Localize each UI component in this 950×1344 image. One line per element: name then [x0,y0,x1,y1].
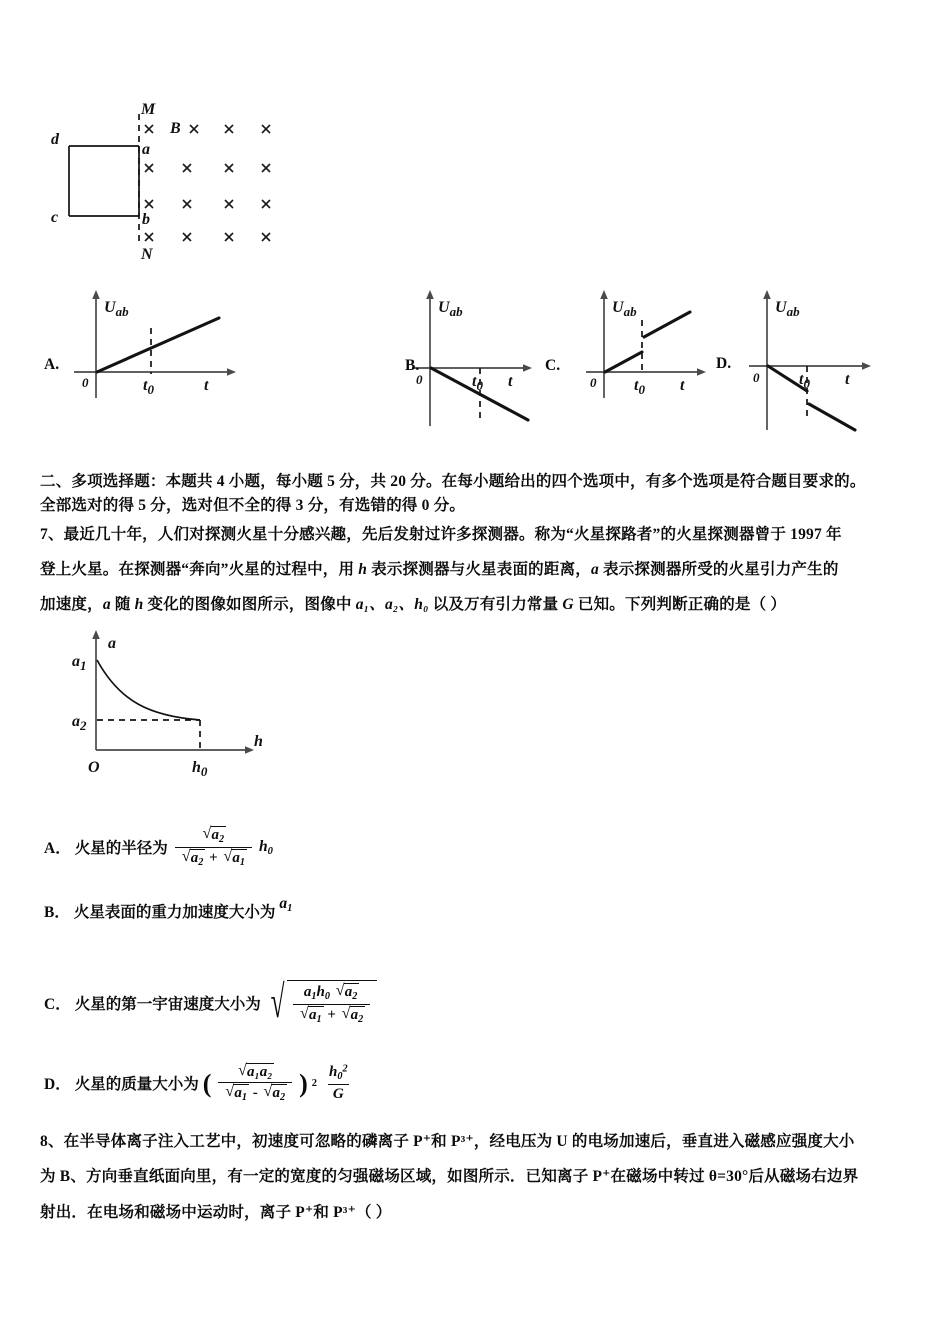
q7-var-h: h [358,561,368,578]
axis-label-a: a [108,635,116,652]
label-B: B [170,120,181,137]
tick-label-t0: $t_0$ [799,371,810,391]
option-c-label[interactable] [545,357,560,375]
origin-label: 0 [590,375,597,390]
option-d-letter: D. [716,355,732,372]
axis-label-Uab: $U_{ab}$ [612,299,637,319]
section-header-line1: 二、多项选择题：本题共 4 小题，每小题 5 分，共 20 分。在每小题给出的四个选项中，有多个选项是符合题目要求的。 [40,473,866,490]
q7-l2-part2: 表示探测器与火星表面的距离， [367,561,591,578]
tick-label-t0: $t_0$ [143,377,154,397]
q7-terms: a₁、a₂、h₀ [355,596,429,613]
q7-option-c-letter: C． [44,995,71,1013]
question7-line2 [40,553,839,587]
q7-l3-part5: 已知。下列判断正确的是（ ） [573,596,787,613]
q7-option-d-paren-open: ( [202,1068,212,1098]
option-a-label[interactable] [44,356,59,374]
q7-option-d[interactable] [44,1063,356,1104]
q7-option-b[interactable] [44,894,293,922]
question7-line1: 7、最近几十年，人们对探测火星十分感兴趣，先后发射过许多探测器。称为“火星探路者”的火星探测器曾于 1997 年 [40,526,842,543]
x-tick-h0: $h_0$ [192,759,208,779]
q7-var-h2: h [134,596,144,613]
origin-label: 0 [753,370,760,385]
option-b-label[interactable] [405,357,419,375]
q7-option-a-h0: $h_0$ [258,837,273,857]
q7-l3-part2: 随 [110,596,135,613]
q7-option-a[interactable] [44,826,273,868]
label-a: a [142,141,150,158]
q7-var-a: a [591,561,599,578]
q7-option-d-exponent: 2 [311,1077,318,1089]
axis-label-Uab: $U_{ab}$ [104,299,129,319]
axis-label-t: t [204,377,209,394]
q7-option-c[interactable] [44,976,377,1028]
q7-option-d-letter: D． [44,1076,71,1094]
label-d: d [51,131,59,148]
axis-label-Uab: $U_{ab}$ [438,299,463,319]
option-a-graph [44,290,274,400]
q7-option-a-letter: A． [44,840,71,858]
q7-l3-part4: 以及万有引力常量 [428,596,563,613]
q7-option-d-fraction: √ a₁a₂ √ $a_1$ - √ $a_2$ [218,1063,292,1104]
q7-option-b-text: 火星表面的重力加速度大小为 [73,904,276,921]
q7-option-c-text: 火星的第一宇宙速度大小为 [74,995,261,1013]
axis-label-t: t [508,373,513,390]
q7-option-b-letter: B． [44,904,70,921]
label-N: N [141,246,153,263]
y-tick-a1: $a_1$ [72,653,87,673]
axis-label-Uab: $U_{ab}$ [775,299,800,319]
field-cross-grid [145,125,270,241]
origin-label: 0 [82,375,89,390]
question8-line2: 为 B、方向垂直纸面向里，有一定的宽度的匀强磁场区域，如图所示．已知离子 P⁺在磁场中转过 θ=30°后从磁场右边界 [40,1168,859,1185]
option-d-graph [745,290,935,440]
q7-var-a2: a [102,596,111,613]
axis-label-t: t [680,377,685,394]
option-d-label[interactable] [716,355,731,373]
q7-var-G: G [562,596,574,613]
q7-l3-part1: 加速度， [40,596,103,613]
label-c: c [51,209,59,226]
y-tick-a2: $a_2$ [72,713,87,733]
q7-option-a-formula: √ $a_2$ √ $a_2$ + √ $a_1$ [175,826,252,868]
origin-label-O: O [88,759,100,776]
label-M: M [141,101,156,118]
q7-option-d-text: 火星的质量大小为 [74,1076,199,1094]
question8-line3: 射出．在电场和磁场中运动时，离子 P⁺和 P³⁺（ ） [40,1204,392,1221]
q7-option-a-text: 火星的半径为 [74,840,168,858]
q7-option-d-paren-close: ) [299,1068,308,1098]
axis-label-t: t [845,371,850,388]
q7-option-d-mass-fraction: $\frac{h_0^2}{G}$ [329,1063,348,1102]
axis-label-h: h [254,733,263,750]
question8-line1: 8、在半导体离子注入工艺中，初速度可忽略的磷离子 P⁺和 P³⁺，经电压为 U 的电场加速后，垂直进入磁感应强度大小 [40,1133,855,1150]
option-b-letter: B. [405,357,420,374]
q7-l2-part1: 登上火星。在探测器“奔向”火星的过程中，用 [40,561,359,578]
option-a-letter: A. [44,356,60,373]
origin-label: 0 [416,372,423,387]
q7-option-c-formula: √ $a_1h_0$ √ $a_2$ √ $a_1$ + √ $a_2$ [265,980,378,1025]
tick-label-t0: $t_0$ [472,373,483,393]
q7-l3-part3: 变化的图像如图所示，图像中 [143,596,356,613]
label-b: b [142,211,150,228]
acceleration-height-figure [50,628,280,778]
question7-line3 [40,588,786,622]
q7-option-b-formula: $a_1$ [279,894,293,914]
option-c-letter: C. [545,357,561,374]
q7-l2-part3: 表示探测器所受的火星引力产生的 [598,561,839,578]
magnetic-field-loop-figure [46,100,276,263]
section-header-line2: 全部选对的得 5 分，选对但不全的得 3 分，有选错的得 0 分。 [40,497,466,514]
tick-label-t0: $t_0$ [634,377,645,397]
option-c-graph [578,290,768,400]
